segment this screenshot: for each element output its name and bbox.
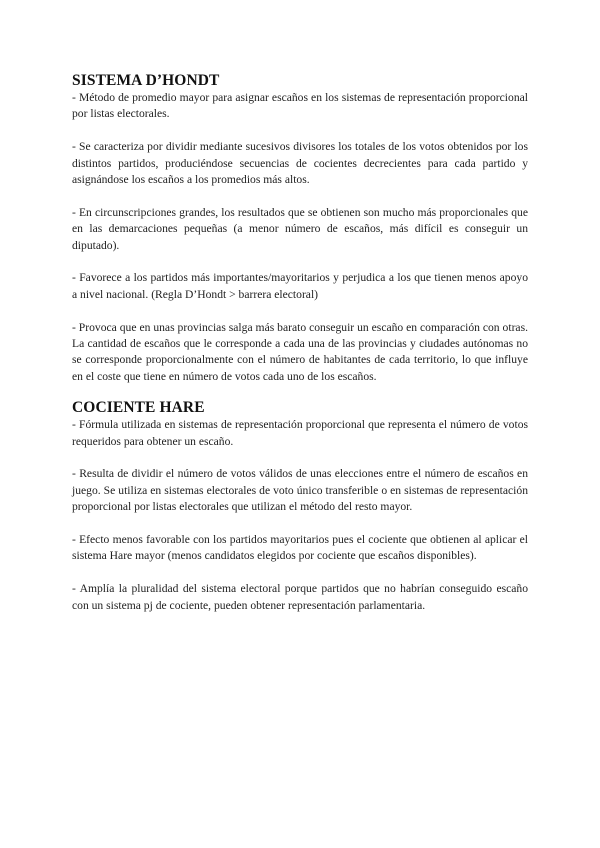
section-title-dhondt: SISTEMA D’HONDT xyxy=(72,72,220,89)
dhondt-paragraph-3: - En circunscripciones grandes, los resultados que se obtienen son mucho más proporcionales que en las demarcaciones pequeñas (a menor número de escaños, más difícil es conseguir un diputado). xyxy=(72,205,528,252)
dhondt-paragraph-2: - Se caracteriza por dividir mediante sucesivos divisores los totales de los votos obtenidos por los distintos partidos, produciéndose secuencias de cocientes decrecientes para cada partido y asignándose los escaños a los promedios más altos. xyxy=(72,140,528,187)
dhondt-paragraph-4: - Favorece a los partidos más importantes/mayoritarios y perjudica a los que tienen menos apoyo a nivel nacional. (Regla D’Hondt > barrera electoral) xyxy=(72,271,528,301)
dhondt-paragraph-5: - Provoca que en unas provincias salga más barato conseguir un escaño en comparación con otras. La cantidad de escaños que le corresponde a cada una de las provincias y ciudades autónomas no se corresponde proporcionalmente con el número de habitantes de cada territorio, lo que influye en el coste que tiene en número de votos cada uno de los escaños. xyxy=(72,320,528,383)
hare-paragraph-1: - Fórmula utilizada en sistemas de representación proporcional que representa el número de votos requeridos para obtener un escaño. xyxy=(72,418,528,448)
hare-paragraph-4: - Amplía la pluralidad del sistema electoral porque partidos que no habrían conseguido escaño con un sistema pj de cociente, pueden obtener representación parlamentaria. xyxy=(72,582,528,612)
hare-paragraph-3: - Efecto menos favorable con los partidos mayoritarios pues el cociente que obtienen al aplicar el sistema Hare mayor (menos candidatos elegidos por cociente que escaños disponibles). xyxy=(72,533,528,563)
dhondt-paragraph-1: - Método de promedio mayor para asignar escaños en los sistemas de representación proporcional por listas electorales. xyxy=(72,91,528,121)
section-title-hare: COCIENTE HARE xyxy=(72,399,205,417)
hare-paragraph-2: - Resulta de dividir el número de votos válidos de unas elecciones entre el número de escaños en juego. Se utiliza en sistemas electorales de voto único transferible o en sistemas de representación proporcional por listas electorales que utilizan el método del resto mayor. xyxy=(72,467,528,514)
document-page xyxy=(72,72,528,614)
